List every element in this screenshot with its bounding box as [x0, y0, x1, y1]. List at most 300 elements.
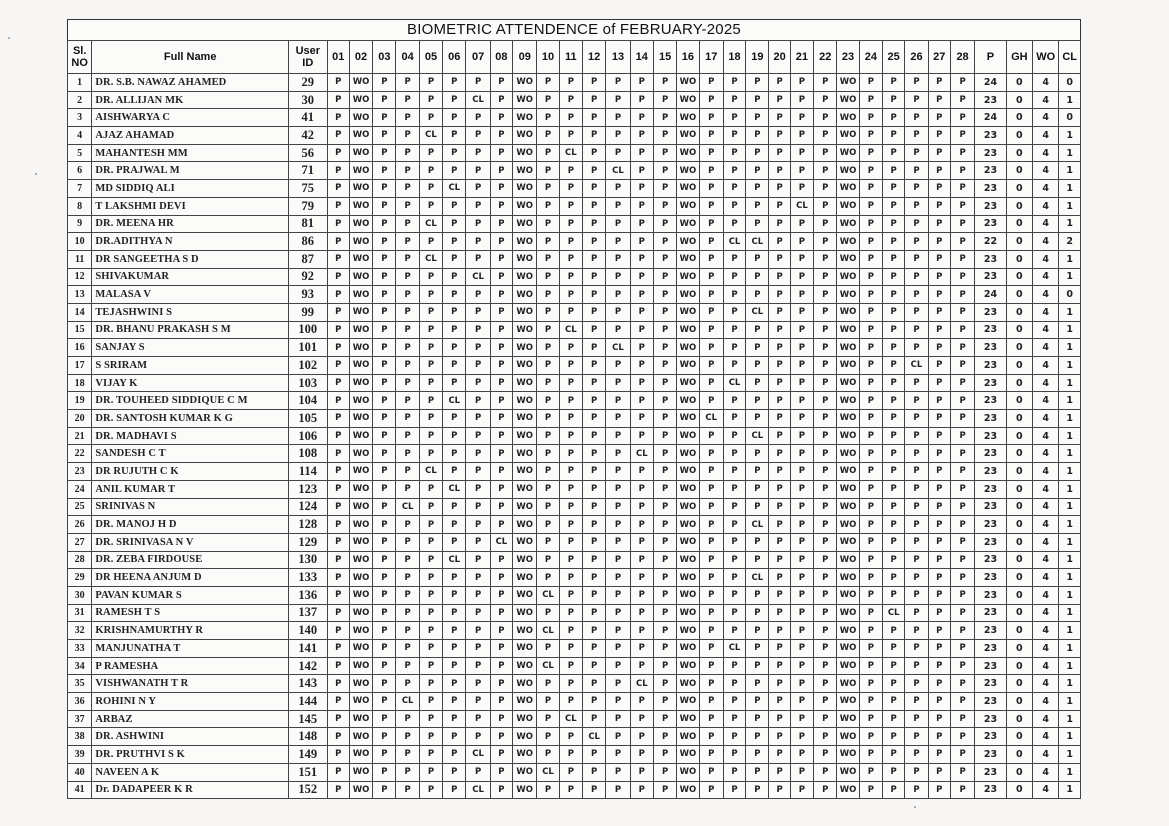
attendance-cell: P — [653, 144, 676, 162]
attendance-cell: CL — [443, 392, 466, 410]
attendance-cell: P — [883, 180, 905, 198]
attendance-cell: P — [443, 640, 466, 658]
attendance-cell: CL — [723, 374, 745, 392]
attendance-cell: P — [327, 781, 349, 799]
attendance-cell: P — [905, 569, 928, 587]
attendance-cell: P — [537, 480, 559, 498]
attendance-cell: P — [537, 374, 559, 392]
attendance-cell: P — [928, 339, 950, 357]
attendance-cell: P — [653, 640, 676, 658]
full-name-cell: DR.ADITHYA N — [92, 233, 289, 251]
user-id-cell: 144 — [289, 693, 328, 711]
attendance-cell: P — [327, 303, 349, 321]
table-row — [68, 357, 1081, 375]
attendance-cell: CL — [443, 180, 466, 198]
attendance-cell: P — [373, 303, 396, 321]
attendance-cell: P — [396, 480, 419, 498]
attendance-cell: P — [653, 533, 676, 551]
attendance-cell: P — [606, 781, 630, 799]
total-cell: 4 — [1033, 410, 1059, 428]
sl-no-header: Sl. NO — [68, 41, 92, 74]
attendance-cell: WO — [349, 551, 372, 569]
attendance-cell: P — [928, 427, 950, 445]
attendance-cell: P — [746, 693, 769, 711]
day-header: 12 — [582, 41, 605, 74]
attendance-cell: P — [606, 604, 630, 622]
attendance-cell: P — [928, 622, 950, 640]
attendance-cell: P — [396, 657, 419, 675]
attendance-cell: WO — [513, 321, 537, 339]
attendance-cell: P — [606, 197, 630, 215]
full-name-cell: DR RUJUTH C K — [92, 463, 289, 481]
attendance-cell: P — [630, 286, 653, 304]
attendance-cell: P — [814, 604, 837, 622]
attendance-cell: P — [559, 622, 582, 640]
attendance-cell: P — [466, 516, 490, 534]
attendance-cell: P — [699, 374, 723, 392]
attendance-cell: P — [928, 374, 950, 392]
attendance-cell: WO — [837, 640, 859, 658]
attendance-cell: P — [419, 498, 442, 516]
attendance-cell: P — [769, 728, 790, 746]
user-id-cell: 152 — [289, 781, 328, 799]
attendance-cell: P — [699, 180, 723, 198]
attendance-cell: P — [814, 197, 837, 215]
attendance-cell: P — [859, 180, 882, 198]
full-name-cell: DR. MADHAVI S — [92, 427, 289, 445]
attendance-cell: WO — [349, 109, 372, 127]
total-cell: 4 — [1033, 445, 1059, 463]
attendance-cell: CL — [559, 710, 582, 728]
attendance-cell: P — [373, 144, 396, 162]
attendance-cell: P — [769, 693, 790, 711]
total-cell: 23 — [975, 622, 1006, 640]
attendance-cell: P — [950, 675, 974, 693]
attendance-cell: P — [443, 463, 466, 481]
attendance-cell: P — [653, 197, 676, 215]
attendance-cell: P — [790, 569, 813, 587]
attendance-cell: WO — [513, 622, 537, 640]
total-cell: 0 — [1006, 640, 1032, 658]
attendance-cell: P — [859, 91, 882, 109]
attendance-cell: P — [327, 693, 349, 711]
total-cell: 1 — [1059, 162, 1081, 180]
attendance-cell: WO — [677, 339, 699, 357]
attendance-cell: P — [373, 233, 396, 251]
total-cell: 1 — [1059, 693, 1081, 711]
attendance-cell: P — [373, 763, 396, 781]
attendance-cell: P — [373, 410, 396, 428]
attendance-cell: P — [559, 127, 582, 145]
total-cell: 23 — [975, 498, 1006, 516]
attendance-cell: P — [396, 74, 419, 92]
attendance-cell: P — [327, 427, 349, 445]
full-name-cell: DR. TOUHEED SIDDIQUE C M — [92, 392, 289, 410]
attendance-cell: P — [537, 162, 559, 180]
total-cell: 0 — [1006, 516, 1032, 534]
attendance-cell: P — [883, 728, 905, 746]
attendance-cell: P — [630, 586, 653, 604]
attendance-cell: P — [746, 622, 769, 640]
attendance-cell: WO — [677, 197, 699, 215]
attendance-cell: P — [443, 74, 466, 92]
attendance-cell: P — [490, 374, 512, 392]
attendance-sheet — [67, 19, 1081, 799]
attendance-cell: P — [443, 162, 466, 180]
attendance-cell: WO — [677, 445, 699, 463]
attendance-cell: P — [606, 321, 630, 339]
attendance-cell: P — [537, 427, 559, 445]
attendance-cell: P — [746, 215, 769, 233]
attendance-cell: WO — [513, 463, 537, 481]
attendance-cell: P — [443, 657, 466, 675]
attendance-cell: P — [490, 233, 512, 251]
table-row — [68, 498, 1081, 516]
attendance-cell: WO — [837, 551, 859, 569]
attendance-cell: P — [466, 321, 490, 339]
attendance-cell: P — [559, 427, 582, 445]
attendance-cell: WO — [837, 728, 859, 746]
total-cell: 23 — [975, 357, 1006, 375]
attendance-cell: P — [950, 286, 974, 304]
attendance-cell: P — [443, 675, 466, 693]
table-row — [68, 551, 1081, 569]
attendance-cell: P — [905, 303, 928, 321]
total-cell: 4 — [1033, 233, 1059, 251]
total-cell: 1 — [1059, 551, 1081, 569]
attendance-cell: P — [419, 303, 442, 321]
attendance-cell: P — [859, 162, 882, 180]
total-cell: 0 — [1006, 357, 1032, 375]
full-name-cell: VISHWANATH T R — [92, 675, 289, 693]
attendance-cell: P — [905, 657, 928, 675]
attendance-cell: P — [883, 746, 905, 764]
attendance-cell: P — [490, 516, 512, 534]
attendance-cell: P — [606, 268, 630, 286]
attendance-cell: CL — [905, 357, 928, 375]
attendance-cell: P — [790, 533, 813, 551]
attendance-cell: P — [723, 215, 745, 233]
attendance-cell: P — [559, 250, 582, 268]
attendance-cell: P — [723, 498, 745, 516]
total-header: WO — [1033, 41, 1059, 74]
attendance-cell: P — [327, 746, 349, 764]
total-cell: 4 — [1033, 268, 1059, 286]
attendance-cell: P — [859, 357, 882, 375]
attendance-cell: P — [746, 640, 769, 658]
total-cell: 23 — [975, 180, 1006, 198]
attendance-cell: P — [699, 357, 723, 375]
attendance-cell: P — [769, 339, 790, 357]
total-cell: 23 — [975, 410, 1006, 428]
attendance-cell: P — [746, 127, 769, 145]
attendance-cell: P — [699, 746, 723, 764]
sl-no-cell: 13 — [68, 286, 92, 304]
user-id-cell: 128 — [289, 516, 328, 534]
attendance-cell: P — [950, 233, 974, 251]
attendance-cell: P — [928, 586, 950, 604]
attendance-cell: P — [606, 392, 630, 410]
attendance-cell: P — [928, 604, 950, 622]
attendance-cell: P — [653, 250, 676, 268]
attendance-cell: P — [928, 286, 950, 304]
attendance-cell: P — [814, 427, 837, 445]
total-cell: 1 — [1059, 604, 1081, 622]
attendance-cell: P — [466, 480, 490, 498]
total-cell: 0 — [1006, 215, 1032, 233]
attendance-cell: P — [859, 392, 882, 410]
attendance-cell: P — [790, 303, 813, 321]
attendance-cell: P — [653, 728, 676, 746]
attendance-cell: P — [790, 480, 813, 498]
attendance-cell: P — [883, 127, 905, 145]
attendance-cell: P — [950, 427, 974, 445]
full-name-cell: SRINIVAS N — [92, 498, 289, 516]
attendance-cell: P — [630, 321, 653, 339]
total-cell: 1 — [1059, 569, 1081, 587]
attendance-cell: P — [859, 710, 882, 728]
attendance-cell: P — [790, 622, 813, 640]
attendance-cell: P — [950, 250, 974, 268]
attendance-cell: WO — [349, 445, 372, 463]
attendance-cell: P — [606, 410, 630, 428]
attendance-cell: P — [653, 569, 676, 587]
attendance-cell: WO — [837, 74, 859, 92]
attendance-cell: P — [582, 763, 605, 781]
attendance-cell: P — [905, 321, 928, 339]
attendance-cell: P — [790, 728, 813, 746]
total-cell: 1 — [1059, 180, 1081, 198]
attendance-cell: P — [466, 392, 490, 410]
attendance-cell: WO — [677, 693, 699, 711]
attendance-cell: WO — [349, 516, 372, 534]
attendance-cell: P — [443, 286, 466, 304]
attendance-cell: P — [606, 127, 630, 145]
attendance-cell: P — [723, 127, 745, 145]
attendance-cell: P — [699, 392, 723, 410]
attendance-cell: P — [490, 586, 512, 604]
attendance-cell: P — [814, 569, 837, 587]
attendance-cell: P — [419, 710, 442, 728]
attendance-cell: P — [905, 622, 928, 640]
sl-no-cell: 14 — [68, 303, 92, 321]
attendance-cell: P — [769, 144, 790, 162]
attendance-cell: P — [559, 533, 582, 551]
attendance-cell: P — [630, 516, 653, 534]
attendance-cell: P — [790, 286, 813, 304]
attendance-cell: CL — [466, 91, 490, 109]
attendance-cell: P — [859, 463, 882, 481]
attendance-cell: P — [466, 498, 490, 516]
attendance-cell: CL — [723, 233, 745, 251]
attendance-cell: WO — [677, 675, 699, 693]
attendance-cell: P — [537, 410, 559, 428]
attendance-cell: WO — [513, 746, 537, 764]
attendance-cell: P — [653, 91, 676, 109]
total-cell: 1 — [1059, 445, 1081, 463]
attendance-cell: P — [883, 551, 905, 569]
total-cell: 23 — [975, 569, 1006, 587]
attendance-cell: CL — [699, 410, 723, 428]
day-header: 26 — [905, 41, 928, 74]
user-id-cell: 133 — [289, 569, 328, 587]
attendance-cell: P — [419, 693, 442, 711]
attendance-cell: P — [859, 215, 882, 233]
sl-no-cell: 22 — [68, 445, 92, 463]
attendance-cell: P — [327, 710, 349, 728]
attendance-cell: WO — [677, 215, 699, 233]
total-cell: 23 — [975, 675, 1006, 693]
attendance-cell: WO — [513, 286, 537, 304]
attendance-cell: P — [606, 250, 630, 268]
attendance-cell: WO — [513, 781, 537, 799]
attendance-cell: P — [373, 392, 396, 410]
total-cell: 0 — [1006, 551, 1032, 569]
attendance-cell: P — [490, 463, 512, 481]
attendance-cell: P — [723, 463, 745, 481]
attendance-cell: P — [606, 728, 630, 746]
attendance-cell: WO — [677, 392, 699, 410]
table-row — [68, 586, 1081, 604]
attendance-cell: P — [653, 357, 676, 375]
attendance-cell: P — [490, 197, 512, 215]
day-header: 16 — [677, 41, 699, 74]
attendance-cell: P — [630, 392, 653, 410]
attendance-cell: WO — [677, 498, 699, 516]
sl-no-cell: 26 — [68, 516, 92, 534]
user-id-cell: 149 — [289, 746, 328, 764]
total-cell: 1 — [1059, 640, 1081, 658]
attendance-cell: P — [630, 357, 653, 375]
attendance-cell: P — [905, 604, 928, 622]
attendance-cell: P — [859, 109, 882, 127]
attendance-cell: CL — [582, 728, 605, 746]
header-row — [68, 41, 1081, 74]
attendance-cell: P — [790, 586, 813, 604]
attendance-cell: P — [490, 551, 512, 569]
attendance-cell: P — [928, 74, 950, 92]
attendance-cell: P — [905, 144, 928, 162]
full-name-cell: DR. BHANU PRAKASH S M — [92, 321, 289, 339]
total-cell: 23 — [975, 392, 1006, 410]
full-name-cell: DR. MEENA HR — [92, 215, 289, 233]
attendance-cell: CL — [443, 551, 466, 569]
attendance-cell: P — [883, 109, 905, 127]
attendance-cell: P — [814, 622, 837, 640]
attendance-cell: P — [443, 710, 466, 728]
attendance-cell: P — [928, 746, 950, 764]
attendance-cell: P — [814, 268, 837, 286]
attendance-cell: P — [928, 781, 950, 799]
attendance-cell: WO — [677, 586, 699, 604]
attendance-cell: P — [814, 410, 837, 428]
attendance-cell: P — [537, 197, 559, 215]
attendance-cell: P — [559, 480, 582, 498]
attendance-cell: CL — [466, 268, 490, 286]
attendance-cell: P — [950, 445, 974, 463]
attendance-cell: P — [466, 74, 490, 92]
attendance-cell: P — [769, 675, 790, 693]
attendance-cell: P — [746, 339, 769, 357]
attendance-cell: P — [396, 233, 419, 251]
attendance-cell: P — [466, 569, 490, 587]
attendance-cell: P — [814, 480, 837, 498]
attendance-cell: P — [630, 728, 653, 746]
attendance-cell: P — [396, 91, 419, 109]
attendance-cell: P — [814, 215, 837, 233]
total-cell: 4 — [1033, 250, 1059, 268]
attendance-cell: P — [490, 498, 512, 516]
attendance-cell: P — [396, 622, 419, 640]
attendance-cell: P — [490, 321, 512, 339]
attendance-cell: P — [950, 640, 974, 658]
attendance-cell: WO — [837, 339, 859, 357]
attendance-cell: WO — [677, 657, 699, 675]
total-cell: 23 — [975, 781, 1006, 799]
day-header: 05 — [419, 41, 442, 74]
total-header: CL — [1059, 41, 1081, 74]
attendance-cell: P — [928, 498, 950, 516]
attendance-cell: P — [419, 480, 442, 498]
attendance-cell: P — [466, 410, 490, 428]
total-cell: 24 — [975, 109, 1006, 127]
total-cell: 23 — [975, 586, 1006, 604]
attendance-cell: P — [582, 427, 605, 445]
attendance-cell: P — [859, 763, 882, 781]
attendance-cell: WO — [349, 746, 372, 764]
attendance-cell: P — [814, 233, 837, 251]
attendance-cell: WO — [677, 180, 699, 198]
full-name-cell: DR. PRUTHVI S K — [92, 746, 289, 764]
total-cell: 0 — [1006, 480, 1032, 498]
user-id-cell: 106 — [289, 427, 328, 445]
attendance-cell: P — [699, 569, 723, 587]
attendance-cell: P — [327, 144, 349, 162]
user-id-cell: 105 — [289, 410, 328, 428]
attendance-cell: P — [723, 268, 745, 286]
attendance-cell: CL — [537, 586, 559, 604]
attendance-cell: P — [606, 445, 630, 463]
attendance-cell: P — [419, 781, 442, 799]
attendance-cell: P — [746, 321, 769, 339]
table-row — [68, 339, 1081, 357]
attendance-cell: P — [790, 640, 813, 658]
attendance-cell: WO — [837, 197, 859, 215]
total-cell: 4 — [1033, 480, 1059, 498]
attendance-cell: P — [443, 498, 466, 516]
attendance-cell: P — [490, 74, 512, 92]
attendance-cell: P — [883, 303, 905, 321]
attendance-cell: P — [859, 233, 882, 251]
day-header: 01 — [327, 41, 349, 74]
attendance-cell: P — [537, 693, 559, 711]
attendance-cell: P — [443, 569, 466, 587]
attendance-cell: P — [883, 569, 905, 587]
total-cell: 1 — [1059, 480, 1081, 498]
total-cell: 0 — [1006, 710, 1032, 728]
attendance-cell: P — [537, 710, 559, 728]
attendance-cell: P — [699, 144, 723, 162]
attendance-cell: P — [327, 91, 349, 109]
attendance-cell: P — [630, 693, 653, 711]
attendance-cell: P — [723, 533, 745, 551]
attendance-cell: P — [928, 233, 950, 251]
attendance-cell: P — [653, 215, 676, 233]
attendance-cell: P — [559, 233, 582, 251]
attendance-cell: P — [790, 180, 813, 198]
attendance-cell: P — [559, 463, 582, 481]
total-cell: 23 — [975, 91, 1006, 109]
